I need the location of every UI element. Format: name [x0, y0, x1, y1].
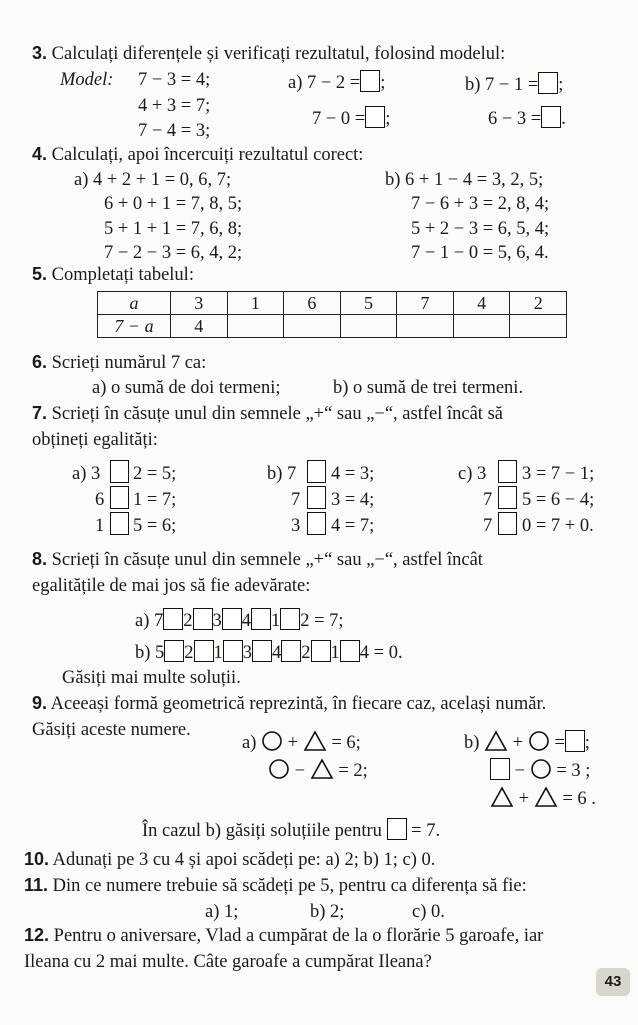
exercise-text: Scrieți în căsuțe unul din semnele „+“ sau „−“, astfel încât	[51, 550, 483, 570]
calc-line: 7 − 2 − 3 = 6, 4, 2;	[104, 243, 243, 263]
sign-box[interactable]	[164, 640, 184, 662]
exercise-text: Calculați diferențele și verificați rezultatul, folosind modelul:	[51, 44, 506, 64]
equation-9b-3: + = 6 .	[490, 786, 596, 809]
equation-9a-1: a) + = 6;	[242, 730, 361, 753]
problem-3b-2: 6 − 3 = .	[488, 106, 566, 129]
operand: 7	[483, 516, 493, 536]
exercise-number: 12.	[24, 925, 50, 945]
operand: 3 = 4;	[331, 490, 375, 510]
operand: 5 = 6;	[133, 516, 177, 536]
triangle-icon	[534, 786, 558, 808]
operand: 3 = 7 − 1;	[522, 464, 595, 484]
sign-box[interactable]	[280, 608, 300, 630]
exercise-7-heading	[32, 404, 503, 424]
calc-line: 5 + 2 − 3 = 6, 5, 4;	[411, 219, 550, 239]
exercise-text: Calculați, apoi încercuiți rezultatul corect:	[51, 145, 364, 165]
sign-box[interactable]	[110, 460, 129, 483]
note-9b: În cazul b) găsiți soluțiile pentru = 7.	[142, 818, 440, 841]
exercise-number: 9.	[32, 693, 48, 713]
operand: b) 7	[267, 464, 297, 484]
sign-box[interactable]	[163, 608, 183, 630]
exercise-text: Găsiți aceste numere.	[32, 720, 191, 740]
calc-line: 6 + 0 + 1 = 7, 8, 5;	[104, 194, 243, 214]
sign-box[interactable]	[222, 608, 242, 630]
operand: 7	[483, 490, 493, 510]
operand: 6	[95, 490, 105, 510]
table-cell: 4	[453, 292, 510, 315]
triangle-icon	[490, 786, 514, 808]
more-solutions-note: Găsiți mai multe soluții.	[62, 668, 241, 688]
square-box[interactable]	[490, 758, 510, 780]
square-box[interactable]	[387, 818, 407, 840]
circle-icon	[530, 758, 552, 780]
circle-icon	[528, 730, 550, 752]
equation-9b-1: b) + = ;	[464, 730, 590, 753]
sign-box[interactable]	[223, 640, 243, 662]
option-a: a) 1;	[205, 902, 239, 922]
circle-icon	[261, 730, 283, 752]
table-cell-blank[interactable]	[510, 315, 567, 338]
answer-box[interactable]	[360, 70, 380, 92]
operand: c) 3	[458, 464, 487, 484]
operand: 4 = 7;	[331, 516, 375, 536]
sign-box[interactable]	[311, 640, 331, 662]
sign-box[interactable]	[110, 486, 129, 509]
problem-3a-2: 7 − 0 = ;	[312, 106, 390, 129]
exercise-number: 3.	[32, 43, 48, 63]
calc-line: 7 − 6 + 3 = 2, 8, 4;	[411, 194, 550, 214]
exercise-number: 10.	[24, 849, 50, 869]
table-cell: 1	[227, 292, 284, 315]
operand: 3	[291, 516, 301, 536]
exercise-4-heading	[32, 145, 363, 165]
exercise-text: Pentru o aniversare, Vlad a cumpărat de la o florărie 5 garoafe, iar	[53, 926, 544, 946]
option-a: a) o sumă de doi termeni;	[92, 378, 281, 398]
exercise-number: 11.	[24, 875, 49, 895]
calc-line: b) 6 + 1 − 4 = 3, 2, 5;	[385, 170, 544, 190]
problem-3b-1: b) 7 − 1 = ;	[465, 72, 563, 95]
operand: 0 = 7 + 0.	[522, 516, 594, 536]
operand: 4 = 3;	[331, 464, 375, 484]
exercise-text: Ileana cu 2 mai multe. Câte garoafe a cumpărat Ileana?	[24, 952, 432, 972]
sign-box[interactable]	[498, 512, 517, 535]
operand: 7	[291, 490, 301, 510]
exercise-text: Scrieți în căsuțe unul din semnele „+“ sau „−“, astfel încât să	[51, 404, 503, 424]
circle-icon	[268, 758, 290, 780]
table-cell: a	[98, 292, 171, 315]
operand: 1 = 7;	[133, 490, 177, 510]
exercise-text: Adunați pe 3 cu 4 și apoi scădeți pe: a) 2; b) 1; c) 0.	[52, 850, 436, 870]
page-number: 43	[596, 968, 630, 996]
sign-box[interactable]	[498, 460, 517, 483]
answer-box[interactable]	[365, 106, 385, 128]
table-row	[98, 292, 567, 315]
exercise-8-heading	[32, 550, 483, 570]
exercise-number: 5.	[32, 264, 48, 284]
calc-line: 5 + 1 + 1 = 7, 6, 8;	[104, 219, 243, 239]
triangle-icon	[310, 758, 334, 780]
exercise-number: 8.	[32, 549, 48, 569]
exercise-number: 4.	[32, 144, 48, 164]
table-cell-blank[interactable]	[340, 315, 397, 338]
table-cell-blank[interactable]	[227, 315, 284, 338]
sign-box[interactable]	[252, 640, 272, 662]
exercise-5-heading	[32, 265, 194, 285]
value-table	[97, 291, 567, 338]
table-cell: 4	[171, 315, 228, 338]
table-cell-blank[interactable]	[397, 315, 454, 338]
triangle-icon	[303, 730, 327, 752]
exercise-text: Din ce numere trebuie să scădeți pe 5, pentru ca diferența să fie:	[52, 876, 527, 896]
operand: a) 3	[72, 464, 101, 484]
sign-box[interactable]	[281, 640, 301, 662]
equation-8b: b) 5 2 1 3 4 2 1 4 = 0.	[135, 640, 403, 663]
exercise-text: Completați tabelul:	[51, 265, 194, 285]
answer-box[interactable]	[538, 72, 558, 94]
operand: 5 = 6 − 4;	[522, 490, 595, 510]
problem-3a-1: a) 7 − 2 = ;	[288, 70, 385, 93]
exercise-text: Scrieți numărul 7 ca:	[51, 353, 207, 373]
table-cell: 2	[510, 292, 567, 315]
table-cell: 3	[171, 292, 228, 315]
table-row	[98, 315, 567, 338]
sign-box[interactable]	[307, 460, 326, 483]
equation-9a-2: − = 2;	[268, 758, 368, 781]
model-line: 4 + 3 = 7;	[138, 96, 211, 116]
table-cell: 7	[397, 292, 454, 315]
option-b: b) 2;	[310, 902, 345, 922]
table-cell-blank[interactable]	[453, 315, 510, 338]
calc-line: a) 4 + 2 + 1 = 0, 6, 7;	[74, 170, 232, 190]
sign-box[interactable]	[340, 640, 360, 662]
calc-line: 7 − 1 − 0 = 5, 6, 4.	[411, 243, 549, 263]
sign-box[interactable]	[194, 640, 214, 662]
exercise-text: Aceeași formă geometrică reprezintă, în fiecare caz, același număr.	[50, 694, 547, 714]
model-label: Model:	[60, 70, 114, 90]
table-cell: 5	[340, 292, 397, 315]
exercise-3-heading	[32, 44, 505, 64]
sign-box[interactable]	[307, 486, 326, 509]
table-cell: 7 − a	[98, 315, 171, 338]
equation-8a: a) 7 2 3 4 1 2 = 7;	[135, 608, 344, 631]
sign-box[interactable]	[110, 512, 129, 535]
table-cell-blank[interactable]	[284, 315, 341, 338]
exercise-text: egalitățile de mai jos să fie adevărate:	[32, 576, 311, 596]
sign-box[interactable]	[251, 608, 271, 630]
answer-box[interactable]	[541, 106, 561, 128]
option-b: b) o sumă de trei termeni.	[333, 378, 524, 398]
model-line: 7 − 3 = 4;	[138, 70, 211, 90]
model-line: 7 − 4 = 3;	[138, 121, 211, 141]
operand: 2 = 5;	[133, 464, 177, 484]
equation-9b-2: − = 3 ;	[490, 758, 590, 781]
exercise-12-heading	[24, 926, 543, 946]
exercise-number: 6.	[32, 352, 48, 372]
exercise-10	[24, 850, 435, 870]
sign-box[interactable]	[193, 608, 213, 630]
sign-box[interactable]	[498, 486, 517, 509]
triangle-icon	[484, 730, 508, 752]
table-cell: 6	[284, 292, 341, 315]
square-box[interactable]	[565, 730, 585, 752]
exercise-text: obțineți egalități:	[32, 430, 158, 450]
exercise-9-heading	[32, 694, 546, 714]
exercise-6-heading	[32, 353, 206, 373]
exercise-11-heading	[24, 876, 527, 896]
sign-box[interactable]	[307, 512, 326, 535]
option-c: c) 0.	[412, 902, 445, 922]
operand: 1	[95, 516, 105, 536]
exercise-number: 7.	[32, 403, 48, 423]
